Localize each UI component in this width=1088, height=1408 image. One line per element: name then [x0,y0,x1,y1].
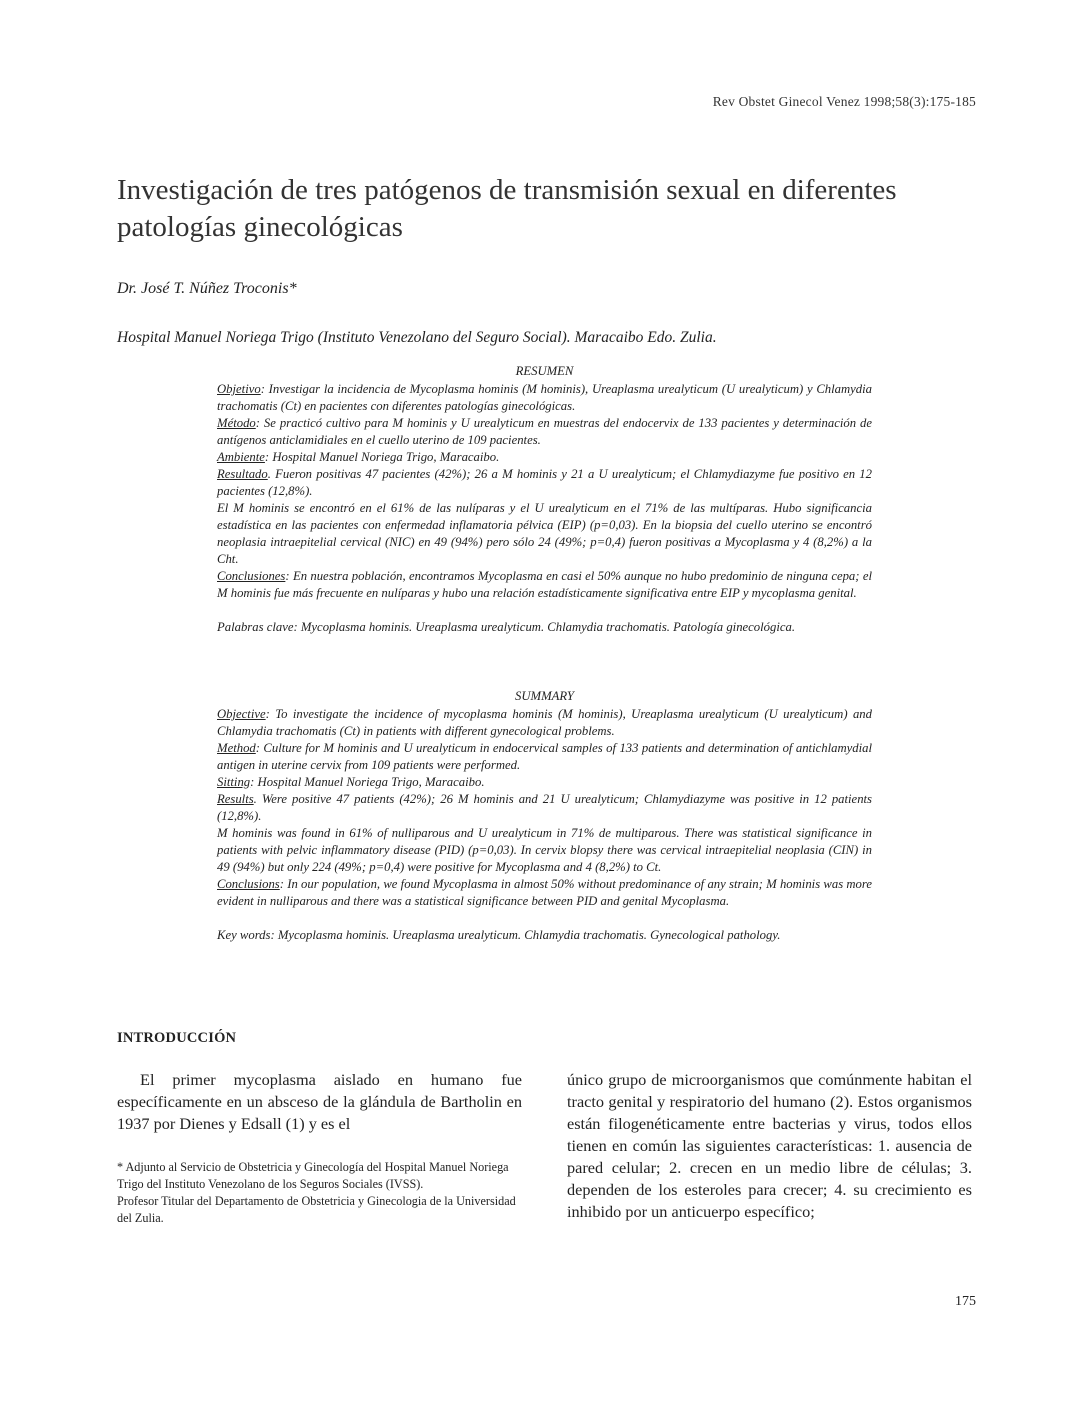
conclusiones-text: : En nuestra población, encontramos Mycoplasma en casi el 50% aunque no hubo predominio de ninguna cepa; el M hominis fue más frecuente en nulíparas y hubo una relación estadísticamente significativa entre EIP y mycoplasma genital. [217,569,872,600]
summary-section [217,688,872,944]
footnote-line-1: * Adjunto al Servicio de Obstetricia y Ginecología del Hospital Manuel Noriega Trigo del Instituto Venezolano de los Seguros Sociales (IVSS). [117,1160,509,1191]
author-footnote [117,1159,527,1227]
ambiente-text: : Hospital Manuel Noriega Trigo, Maracaibo. [264,450,500,464]
objective-text: : To investigate the incidence of mycoplasma hominis (M hominis), Ureaplasma urealyticum (U urealyticum) and Chlamydia trachomatis (Ct) in patients with different gynecological problems. [217,707,872,738]
author-affiliation: Hospital Manuel Noriega Trigo (Instituto Venezolano del Seguro Social). Maracaibo Edo. Zulia. [117,329,717,346]
summary-conclusions [217,876,872,910]
summary-heading: SUMMARY [515,689,574,703]
intro-paragraph-left: El primer mycoplasma aislado en humano fue específicamente en un absceso de la glándula de Bartholin en 1937 por Dienes y Edsall (1) y es el [117,1070,522,1133]
body-column-right [567,1069,972,1223]
resumen-conclusiones [217,568,872,602]
resumen-metodo [217,415,872,449]
summary-results-cont: M hominis was found in 61% of nulliparous and U urealyticum in 71% de multiparous. There was statistical significance in patients with pelvic inflammatory disease (PID) (p=0,03). In cervix blopsy there was cervical intraepitelial neoplasia (CIN) in 49 (94%) but only 224 (49%; p=0,4) were positive for Mycoplasma and 4 (8,2%) to Ct. [217,826,872,874]
sitting-text: : Hospital Manuel Noriega Trigo, Maracaibo. [250,775,485,789]
resultado-text: . Fueron positivas 47 pacientes (42%); 26 a M hominis y 21 a U urealyticum; el Chlamydiazyme fue positivo en 12 pacientes (12,8%). [217,467,872,498]
article-title: Investigación de tres patógenos de transmisión sexual en diferentes patologías ginecológicas [117,174,897,243]
palabras-clave: Palabras clave: Mycoplasma hominis. Ureaplasma urealyticum. Chlamydia trachomatis. Patología ginecológica. [217,620,796,634]
method-text: : Culture for M hominis and U urealyticum in endocervical samples of 133 patients and determination of antichlamydial antigen in uterine cervix from 109 patients were performed. [217,741,872,772]
metodo-label: Método [217,416,256,430]
metodo-text: : Se practicó cultivo para M hominis y U urealyticum en muestras del endocervix de 133 pacientes y determinación de antígenos anticlamidiales en el cuello uterino de 109 pacientes. [217,416,872,447]
resultado-label: Resultado [217,467,268,481]
resumen-objetivo [217,381,872,415]
resumen-resultado [217,466,872,500]
intro-paragraph-right: único grupo de microorganismos que comúnmente habitan el tracto genital y respiratorio del humano (2). Estos organismos están filogenéticamente entre bacterias y virus, todos ellos tienen en común las siguientes características: 1. ausencia de pared celular; 2. crecen en un medio libre de células; 3. dependen de los esteroles para crecer; 4. su crecimiento es inhibido por un anticuerpo específico; [567,1070,972,1221]
method-label: Method [217,741,256,755]
author-name: Dr. José T. Núñez Troconis* [117,280,297,297]
summary-method [217,740,872,774]
introduction-heading: INTRODUCCIÓN [117,1030,237,1046]
results-text: . Were positive 47 patients (42%); 26 M hominis and 21 U urealyticum; Chlamydiazyme was positive in 12 patients (12,8%). [217,792,872,823]
objetivo-label: Objetivo [217,382,261,396]
page-number: 175 [955,1294,976,1309]
body-column-left [117,1069,522,1135]
objective-label: Objective [217,707,266,721]
objetivo-text: : Investigar la incidencia de Mycoplasma hominis (M hominis), Ureaplasma urealyticum (U urealyticum) y Chlamydia trachomatis (Ct) en pacientes con diferentes patologías ginecológicas. [217,382,872,413]
key-words: Key words: Mycoplasma hominis. Ureaplasma urealyticum. Chlamydia trachomatis. Gynecological pathology. [217,928,781,942]
conclusions-label: Conclusions [217,877,280,891]
ambiente-label: Ambiente [217,450,265,464]
summary-objective [217,706,872,740]
resumen-ambiente [217,449,872,466]
resumen-resultado-cont: El M hominis se encontró en el 61% de las nulíparas y el U urealyticum en el 71% de las multíparas. Hubo significancia estadística en las pacientes con enfermedad inflamatoria pélvica (EIP) (p=0,03). En la biopsia del cuello uterino se encontró neoplasia intraepitelial cervical (NIC) en 49 (94%) pero sólo 24 (49%; p=0,4) fueron positivas a Mycoplasma y 4 (8,2%) a la Cht. [217,501,872,566]
resumen-section [217,363,872,636]
journal-reference: Rev Obstet Ginecol Venez 1998;58(3):175-185 [712,94,976,109]
conclusions-text: : In our population, we found Mycoplasma in almost 50% without predominance of any strain; M hominis was more evident in nulliparous and there was a statistical significance between PID and genital Mycoplasma. [217,877,872,908]
results-label: Results [217,792,254,806]
summary-sitting [217,774,872,791]
sitting-label: Sitting [217,775,251,789]
summary-results [217,791,872,825]
resumen-heading: RESUMEN [515,364,574,378]
conclusiones-label: Conclusiones [217,569,286,583]
footnote-line-2: Profesor Titular del Departamento de Obstetricia y Ginecologia de la Universidad del Zulia. [117,1194,516,1225]
